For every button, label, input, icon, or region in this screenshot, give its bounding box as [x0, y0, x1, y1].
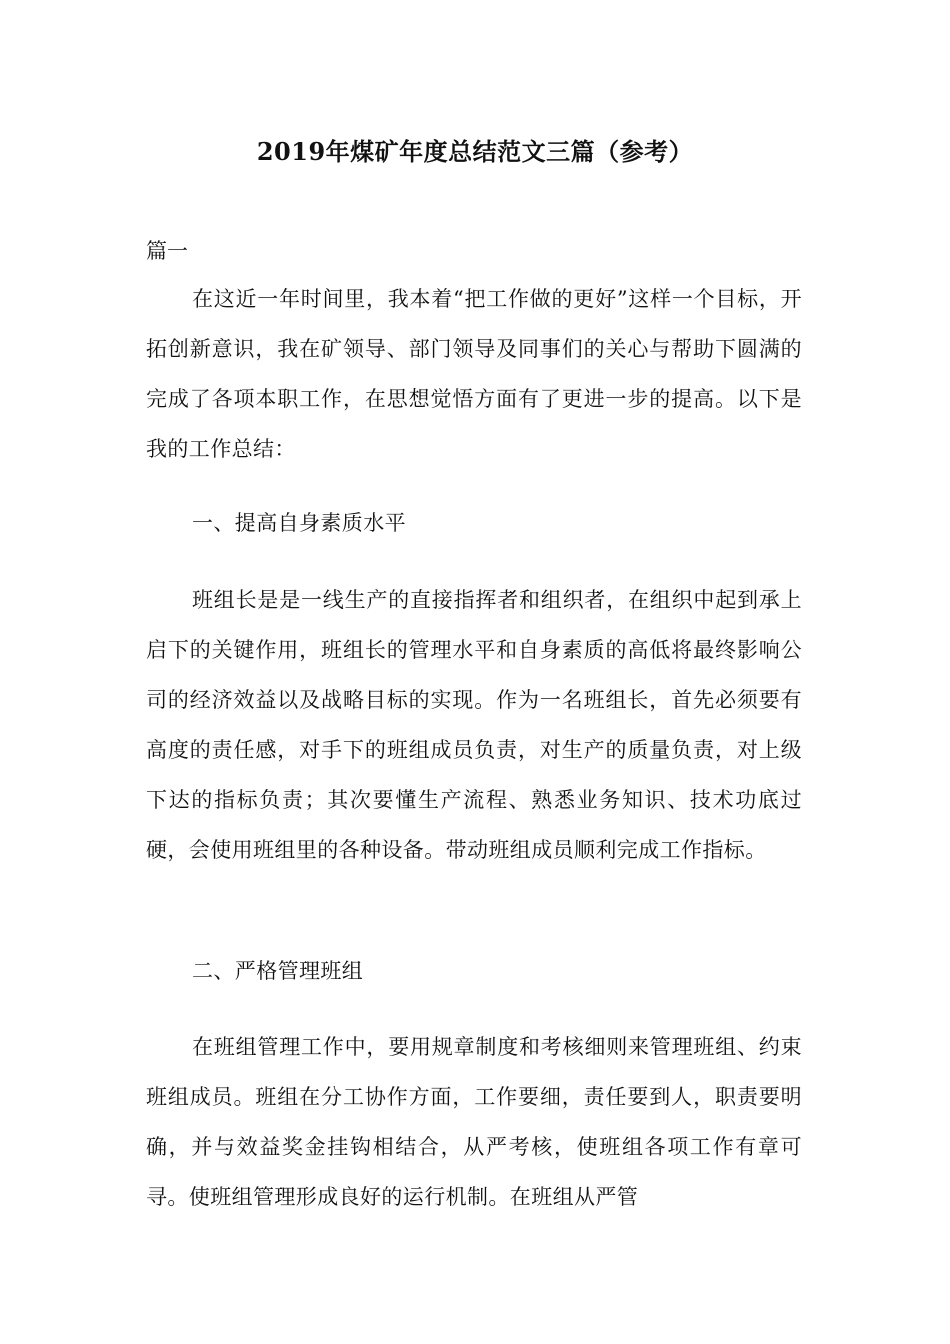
section-label: 篇一 — [146, 239, 188, 263]
paragraph-intro: 在这近一年时间里，我本着“把工作做的更好”这样一个目标，开拓创新意识，我在矿领导、部门领导及同事们的关心与帮助下圆满的完成了各项本职工作，在思想觉悟方面有了更进一步的提高。以下是我的工作总结： — [146, 287, 802, 461]
paragraph-team-leader: 班组长是是一线生产的直接指挥者和组织者，在组织中起到承上启下的关键作用，班组长的管理水平和自身素质的高低将最终影响公司的经济效益以及战略目标的实现。作为一名班组长，首先必须要有高度的责任感，对手下的班组成员负责，对生产的质量负责，对上级下达的指标负责；其次要懂生产流程、熟悉业务知识、技术功底过硬，会使用班组里的各种设备。带动班组成员顺利完成工作指标。 — [146, 588, 802, 862]
document-title: 2019年煤矿年度总结范文三篇（参考） — [256, 137, 694, 166]
heading-strict-management: 二、严格管理班组 — [192, 959, 364, 983]
heading-improve-quality: 一、提高自身素质水平 — [192, 511, 406, 535]
paragraph-team-management: 在班组管理工作中，要用规章制度和考核细则来管理班组、约束班组成员。班组在分工协作方面，工作要细，责任要到人，职责要明确，并与效益奖金挂钩相结合，从严考核，使班组各项工作有章可寻。使班组管理形成良好的运行机制。在班组从严管 — [146, 1035, 802, 1209]
